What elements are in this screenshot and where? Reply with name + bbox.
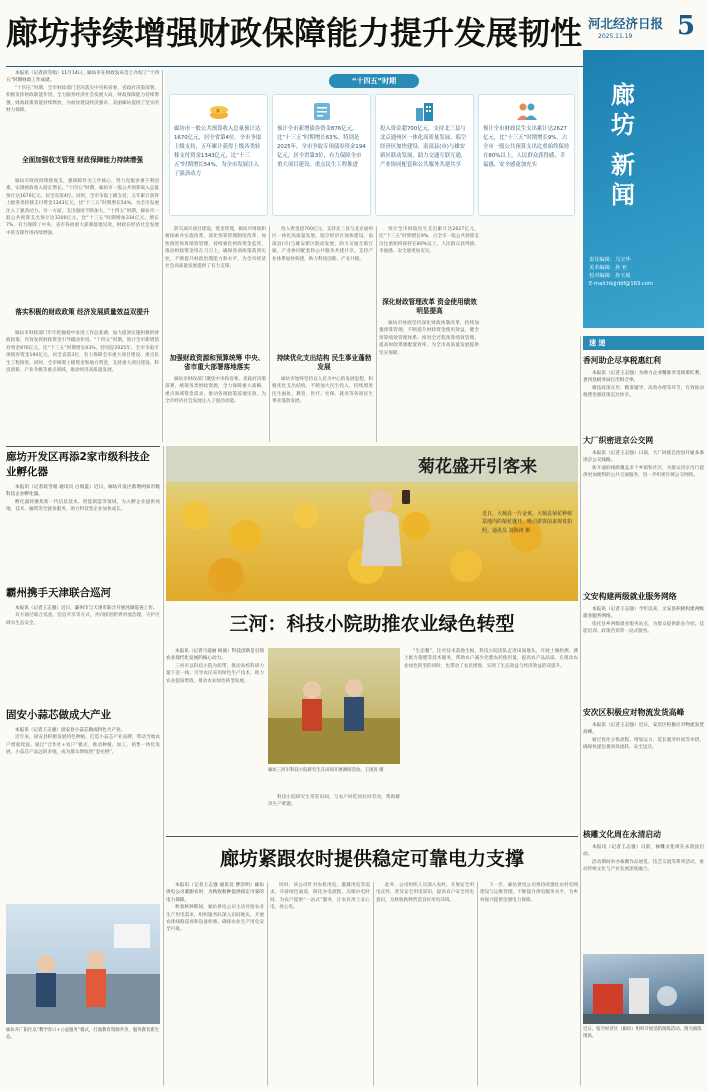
- sanhe-byline: 本报讯（记者马爱丽 杨波）科技创新是引领农业现代化发展的核心动力。: [166, 649, 264, 662]
- power-rule-3: [477, 882, 478, 1086]
- left-photo: [6, 904, 160, 1024]
- power-col-3: 此外，公司组织人员深入农村，开展安全用电宣传，普及安全用电知识，提高农户安全用电意识，为秋收秋种营造良好用电环境。: [376, 883, 474, 903]
- lead-byline: 本报讯（记者段雪娟）11月14日，廊坊市在财政发布会上介绍了“十四五”时期财政工作成就。: [6, 71, 159, 84]
- power-col-4: 下一步，廊坊供电公司将持续强化农村电网建设与运维管理，不断提升供电服务水平，为乡村振兴提供坚强电力保障。: [480, 883, 578, 903]
- left-item-2-text: 本报讯（记者王志强）近日，霸州市与天津市联合开展河湖巡查工作。 双方通过联合巡查、信息共享等方式，共同推进跨界河流治理，守护区域水生态安全。: [6, 606, 160, 626]
- side-item-3-text: 本报讯（记者王志强）今年以来，文安县积极构建两级就业服务网络。 依托县乡两级就业服务站点，为群众提供职业介绍、技能培训、政策咨询等一站式服务。: [583, 607, 704, 635]
- side-left-rule: [580, 336, 581, 1086]
- left-item-2-title: 霸州携手天津联合巡河: [6, 587, 111, 599]
- sanhe-headline-box: [166, 604, 578, 644]
- power-headline-box: [166, 840, 578, 878]
- side-item-4-text: 本报讯（记者王志强）近日，安次区积极应对物流发货高峰。 通过优化分拣流程、增加运力、延长服务时间等举措，确保快递包裹高效流转、安全送达。: [583, 723, 704, 751]
- info-card-revenue-text: 廊坊市一般公共预算收入总量预计达1670亿元，居全省第4位。全市争取上级支持，五年累计获得上级各类转移支付资金1343亿元，比“十三五”时期增长54%，为全市发展注入了强劲动力: [174, 126, 262, 177]
- left-col-rule: [6, 446, 160, 447]
- side-item-2: [583, 436, 704, 576]
- left-col-right-rule: [163, 446, 164, 1086]
- masthead: [588, 8, 706, 48]
- sanhe-headline: 三河：科技小院助推农业绿色转型: [229, 613, 515, 635]
- power-col-2: 同时，该公司针对农机用电、灌溉用电等需求，开辟绿色通道，简化办电流程，压缩办电时间，为农户提供“一站式”服务，让农民用上安心电、放心电。: [270, 883, 370, 911]
- chrys-caption: 近日，大城县一片金黄，大城县菊花种植基地内的菊花盛开，吸引游客前来观赏拍照。通讯员 刘海涛 摄: [482, 511, 573, 534]
- info-card-livelihood: [478, 94, 575, 216]
- sanhe-col-1: 本报讯（记者马爱丽 杨波）科技创新是引领农业现代化发展的核心动力。 三河市以科技小院为纽带，推动高校科研力量下沉一线，引导农民采用绿色生产技术，助力农业提质增效，推动农业绿色转型发展。: [166, 649, 264, 684]
- lead-cont-col-3b: 廊坊市财政坚持深化财政体制改革，持续加强预算管理，不断提升财政资金使用效益，健全预算绩效管理体系，推进全过程预算绩效管理，提高财政资源配置效率，为全市高质量发展提供坚实保障。: [379, 321, 479, 356]
- info-card-revenue: [169, 94, 268, 216]
- side-photo: [583, 954, 704, 1024]
- lead-cont-col-3: 预计全市财政民生支出累计达2627亿元，比“十三五”时期增长9%，占全市一般公共预算支出比重始终保持在80%以上，人民群众获得感、幸福感、安全感更加充实。: [379, 227, 479, 255]
- left-photo-caption: 廊坊开广阳区以“教学育口+公益服务”模式，打通教育资源共享，服务教育新生态。: [6, 1028, 160, 1040]
- lead-cont-rule-1: [269, 226, 270, 442]
- power-rule: [166, 836, 578, 837]
- side-item-5: [583, 830, 704, 948]
- info-card-bonds-text: 预计全市新增债券资金876亿元，比“十三五”时期增长63%。特别是2025年，全市争取专项债券资金194亿元，居全省第3位，有力保障全市重大项目建设、重点民生工程推进: [277, 126, 366, 168]
- lead-subhead-4: 持续优化支出结构 民生事业蓬勃发展: [276, 354, 372, 371]
- bond-icon: [277, 99, 366, 123]
- side-item-1-title: 香河助企尽享税惠红利: [583, 356, 661, 365]
- info-card-investment-text: 投入资金超700亿元，支持北三县与北京通州区一体化高质量发展、临空经济区加快建设、南部县(市)与雄安新区联动发展，助力交通互联互通，产业协同配套和公共服务共建共享: [380, 126, 467, 168]
- side-item-5-title: 核雕文化周在永清启动: [583, 830, 661, 839]
- side-item-4: [583, 708, 704, 824]
- left-item-2: [6, 586, 160, 690]
- left-item-3-text: 本报讯（记者王志强）固安县小蒜芯做成特色大产业。 近年来，固安县积极发展特色种植，打造小蒜芯产业品牌，带动当地农户增收致富。通过“合作社+农户”模式，推动种植、加工、销售一体化发展，小蒜芯产品远销多地，成为群众增收的“金疙瘩”。: [6, 728, 160, 756]
- lead-cont-col-2b: 廊坊市始终坚持以人民为中心的发展思想，积极优化支出结构，不断加大民生投入，持续增进民生福祉，教育、医疗、社保、就业等各项民生事业蓬勃发展。: [272, 377, 373, 405]
- lead-section-2: 廊坊市财政部门牢牢把握稳中求进工作总基调，加力提效实施积极的财政政策，有效发挥财政资金引导撬动作用。“十四五”时期，预计全市新增债券资金876亿元，比“十三五”时期增长63%。特别是2025年，全市争取专项债券资金194亿元，居全省第3位，有力保障全市重大项目建设、重点民生工程推进。同时，全市统筹上级资金和地方资金，支持重大项目建设、科技创新、产业升级等重点领域，推动经济高质量发展。: [6, 331, 159, 374]
- chrys-headline: 菊花盛开引客来: [418, 457, 537, 477]
- building-icon: [380, 99, 469, 123]
- side-item-3: [583, 592, 704, 702]
- left-item-1-title: 廊坊开发区再添2家市级科技企业孵化器: [6, 451, 150, 478]
- side-item-2-title: 大厂织密进京公交网: [583, 436, 654, 445]
- lead-headline-text: 廊坊持续增强财政保障能力提升发展韧性: [6, 14, 583, 52]
- power-byline: 本报讯（记者王志强 通讯员 曹浩明）廊坊供电公司紧跟农时，为秋收秋种提供稳定可靠的电力保障。: [166, 883, 264, 903]
- info-card-livelihood-text: 预计全市财政民生支出累计达2627亿元，比“十三五”时期增长9%，占全市一般公共预算支出比重始终保持在80%以上，人民群众获得感、幸福感、安全感更加充实: [483, 126, 570, 168]
- editors-box: 责任编辑：马宝华 美术编辑：孙 亚 校对编辑：孙玉船 E-mail:hbjjrblf@163.com: [589, 257, 653, 287]
- power-col-1: 本报讯（记者王志强 通讯员 曹浩明）廊坊供电公司紧跟农时，为秋收秋种提供稳定可靠的电力保障。 秋收秋种期间，廊坊供电公司主动对接农业生产用电需求，组织服务队深入田间地头，开展农排线路巡视和设备检修，确保农业生产用电安全可靠。: [166, 883, 264, 933]
- sanhe-caption: 廊坊三河市科技小院研究生在田间开展调研活动。王国涛 摄: [268, 768, 384, 773]
- left-item-3: [6, 708, 160, 898]
- lead-cont-rule-2: [376, 226, 377, 442]
- lead-cont-col-2: 投入资金超700亿元，支持北三县与北京通州区一体化高质量发展、临空经济区加快建设、南部县(市)与雄安新区联动发展，助力交通互联互通、产业协同配套和公共服务共建共享。支持产业体系加快构建，助力科技创新、产业升级。: [272, 227, 373, 262]
- infographic-title: “十四五”时期: [329, 74, 419, 88]
- lead-subhead-2: 落实积极的财政政策 经济发展质量效益双提升: [15, 308, 150, 316]
- lead-section-1: 廊坊市财政持续抓收支，强保障作为工作核心，努力克服多重不利因素，实现财政收入稳定增长。“十四五”时期，廊坊市一般公共预算收入总量预计达1670亿元，居全省第4位。同时，全市争取上级支持，五年累计获得上级各类转移支付资金1343亿元，比“十三五”时期增长54%，为全市发展注入了强劲动力。另一方面，支出强度不断加大，“十四五”时期，廊坊市一般公共预算支出预计达3200亿元，比“十三五”时期增加334亿元，增长7%，有力保障了中央、省市各项重大部署落地见效，财政在经济社会发展中的支撑作用持续增强。: [6, 179, 159, 236]
- sanhe-col-2: 科技小院研究生常驻田间，与农户同吃同住同劳动，帮助解决生产难题。: [268, 795, 400, 808]
- lead-column-rule: [162, 70, 163, 442]
- sanhe-photo: [268, 648, 400, 764]
- side-photo-caption: 近日，临空经济区（廊坊）组织开展消防演练活动。图为演练现场。: [583, 1027, 702, 1039]
- side-item-1: [583, 356, 704, 432]
- section-banner: [583, 50, 704, 328]
- people-icon: [483, 99, 570, 123]
- left-item-1: [6, 450, 160, 580]
- issue-date: 2025.11.19: [598, 33, 633, 40]
- lead-subhead-3: 加强财政资源和预算统筹 中央、省市重大部署落地落实: [169, 354, 265, 371]
- lead-cont-col-1b: 廊坊市财政部门聚焦中央和省委、省政府决策部署，统筹各类财政资源，全力保障重大战略、重点领域资金需求，推动各项政策落地见效，为全市经济社会发展注入了强劲动能。: [165, 377, 266, 405]
- lead-cont-col-1: 防灾减灾项目建设、资金管理，廊坊市财政积极探索并实施改革，深化预算管理制度改革，加快推进预算绩效管理，持续强化财政资金监管，推动财政资金用在刀刃上，确保各项政策落到实处，不断提升财政治理能力和水平，为全市经济社会高质量发展提供了有力支撑。: [165, 227, 266, 270]
- svg-text:¥: ¥: [215, 108, 220, 115]
- side-item-3-title: 文安构建两级就业服务网络: [583, 592, 677, 601]
- power-rule-1: [267, 882, 268, 1086]
- side-item-5-text: 本报讯（记者王志强）日前，核雕文化周在永清县启动。 活动期间举办核雕作品展览、技艺交流等系列活动，推动传统文化与产业发展深度融合。: [583, 845, 704, 873]
- side-item-1-text: 本报讯（记者王志强）为助力企业精准享受政策红利，香河县税务局打出组合拳。 聚焦政策宣传、精准辅导、高效办理等环节，有效推动税费优惠政策直达快享。: [583, 371, 704, 399]
- coin-icon: [174, 99, 263, 123]
- section-sub: 新 闻: [611, 150, 635, 209]
- paper-name: 河北经济日报: [588, 16, 664, 31]
- info-card-investment: [375, 94, 474, 216]
- infographic: [165, 70, 579, 222]
- page-number: 5: [677, 11, 696, 41]
- left-item-3-title: 固安小蒜芯做成大产业: [6, 709, 111, 721]
- info-card-bonds: [272, 94, 371, 216]
- power-headline: 廊坊紧跟农时提供稳定可靠电力支撑: [219, 848, 524, 870]
- sanhe-col-3: “生态餐”。比对技术落地生根，科技小院团队走进田间地头，开展土壤检测、测土配方施肥等技术服务，帮助农户减少化肥农药使用量，提高农产品品质。在推动农业绿色转型的同时，也带动了农民增收，实现了生态效益与经济效益的双提升。: [404, 649, 578, 669]
- lead-subhead-5: 深化财政管理改革 资金使用绩效明显提高: [382, 298, 477, 315]
- left-item-1-text: 本报讯（记者段雪娟 通讯员 白海蓝）近日，廊坊开发区新增两家市级科技企业孵化器。 孵化器将聚焦新一代信息技术、智能制造等领域，为入孵企业提供场地、技术、融资等全链条服务，助力科技型企业加快成长。: [6, 485, 160, 513]
- section-title: 廊 坊: [611, 80, 635, 139]
- lead-headline: [6, 4, 583, 64]
- lead-intro: 本报讯（记者段雪娟）11月14日，廊坊市在财政发布会上介绍了“十四五”时期财政工作成就。 “十四五”时期，全市财政部门坚决落实中央和省委、省政府决策部署，积极发挥财政职能作用，全力服务经济社会发展大局，财政保障能力持续增强，财政政策效能持续释放，为加快建设经济强市、美丽廊坊提供了坚实的财力保障。: [6, 71, 159, 114]
- power-rule-2: [373, 882, 374, 1086]
- side-item-2-text: 本报讯（记者王志强）日前，大厂回族自治县开通多条进京公交线路。 新开通的线路覆盖多个乡镇和社区，为群众进京出行提供更加便利的公共交通服务，进一步织密区域公交网络。: [583, 451, 704, 479]
- side-strip-title: 速 递: [583, 336, 704, 350]
- side-item-4-title: 安次区积极应对物流发货高峰: [583, 708, 685, 717]
- lead-subhead-1: 全面加强收支管理 财政保障能力持续增强: [22, 156, 143, 164]
- chrys-headline-box: [418, 452, 568, 482]
